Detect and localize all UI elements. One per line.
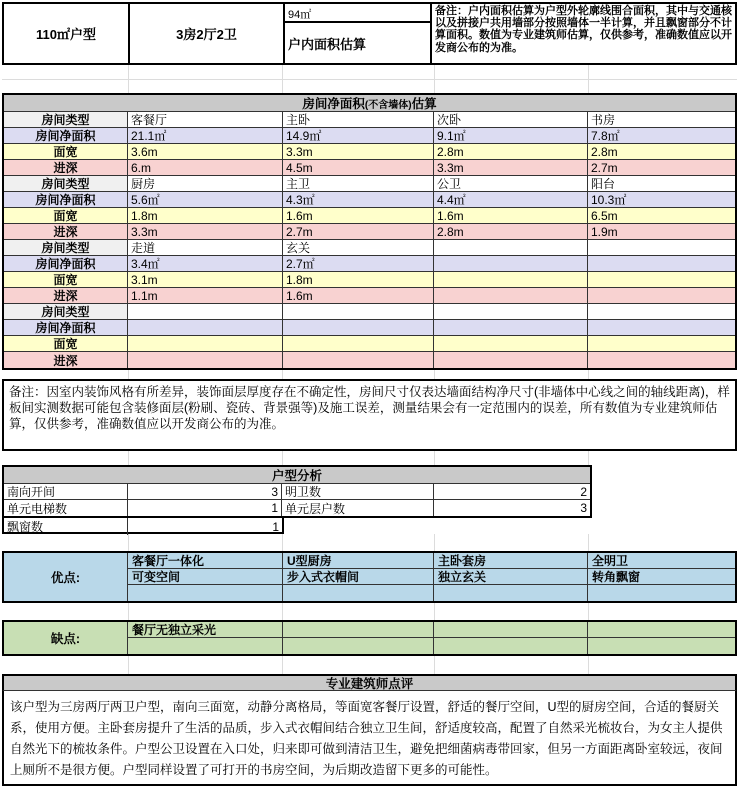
room-type-cell: 走道	[128, 240, 283, 256]
analysis-label: 单元层户数	[282, 500, 434, 516]
header-note: 备注：户内面积估算为户型外轮廓线围合面积，其中与交通核以及拼接户共用墙部分按照墙体一半计算，并且飘窗部分不计算面积。数值为专业建筑师估算，仅供参考，准确数值应以开发商公布的为准。	[435, 5, 732, 54]
pros-item	[128, 585, 283, 601]
room-area-cell: 2.7㎡	[283, 256, 434, 272]
analysis-value: 2	[434, 484, 590, 500]
table-row	[4, 484, 590, 500]
row-label: 进深	[4, 160, 128, 176]
room-area-cell	[588, 256, 735, 272]
room-width-cell: 3.1m	[128, 272, 283, 288]
pros-table	[2, 551, 737, 603]
room-width-cell: 2.8m	[434, 144, 588, 160]
room-depth-cell	[128, 352, 283, 368]
analysis-value: 3	[580, 501, 587, 515]
room-type-cell	[434, 304, 588, 320]
room-depth-cell	[434, 352, 588, 368]
room-area-cell: 3.4㎡	[128, 256, 283, 272]
analysis-value: 3	[128, 484, 282, 500]
room-width-cell	[588, 272, 735, 288]
row-label: 房间类型	[4, 304, 128, 320]
room-area-cell	[128, 320, 283, 336]
table-row	[4, 320, 735, 336]
room-width-cell	[128, 336, 283, 352]
room-width-cell: 1.8m	[128, 208, 283, 224]
grid-gap	[2, 534, 737, 551]
table-row	[4, 240, 735, 256]
row-label: 进深	[4, 224, 128, 240]
row-label: 房间净面积	[4, 128, 128, 144]
room-type-cell: 玄关	[283, 240, 434, 256]
room-depth-cell	[588, 352, 735, 368]
row-label: 面宽	[4, 208, 128, 224]
title-small: (不含墙体)	[364, 99, 412, 111]
room-depth-cell	[588, 288, 735, 304]
row-label: 房间净面积	[4, 320, 128, 336]
analysis-value: 1	[128, 500, 282, 516]
table-row	[4, 160, 735, 176]
room-type-cell: 次卧	[434, 112, 588, 128]
layout-cell: 3房2厅2卫	[130, 4, 285, 63]
indoor-area-value: 94㎡	[285, 4, 430, 23]
row-label: 进深	[4, 288, 128, 304]
room-type-cell: 公卫	[434, 176, 588, 192]
cons-item	[588, 638, 735, 654]
room-type-cell: 书房	[588, 112, 735, 128]
table-row	[4, 272, 735, 288]
grid-gap	[2, 603, 737, 620]
room-depth-cell: 2.7m	[588, 160, 735, 176]
pros-item: 独立玄关	[434, 569, 588, 585]
indoor-area-label: 户内面积估算	[288, 36, 367, 52]
room-depth-cell: 1.6m	[283, 288, 434, 304]
room-area-cell	[283, 320, 434, 336]
pros-item: 客餐厅一体化	[128, 553, 283, 569]
table-row	[4, 128, 735, 144]
room-type-cell	[434, 240, 588, 256]
table-row	[4, 208, 735, 224]
room-depth-cell	[434, 288, 588, 304]
indoor-area-cell	[285, 4, 432, 63]
room-area-cell	[434, 320, 588, 336]
pros-item: 主卧套房	[434, 553, 588, 569]
room-depth-cell: 1.1m	[128, 288, 283, 304]
room-depth-cell: 3.3m	[128, 224, 283, 240]
room-area-cell: 10.3㎡	[588, 192, 735, 208]
top-header	[2, 2, 737, 65]
row-label: 房间类型	[4, 112, 128, 128]
layout-analysis-table	[2, 465, 592, 518]
pros-item	[434, 585, 588, 601]
review-title: 专业建筑师点评	[2, 674, 737, 691]
room-area-cell	[434, 256, 588, 272]
cons-item	[283, 622, 434, 638]
table-row	[4, 500, 590, 516]
room-area-cell	[588, 320, 735, 336]
analysis-title: 户型分析	[4, 467, 590, 484]
pros-item: U型厨房	[283, 553, 434, 569]
room-area-cell: 9.1㎡	[434, 128, 588, 144]
room-width-cell: 1.6m	[434, 208, 588, 224]
cons-item	[434, 622, 588, 638]
grid-gap	[2, 65, 737, 93]
room-depth-cell	[283, 352, 434, 368]
room-width-cell	[434, 336, 588, 352]
room-width-cell: 6.5m	[588, 208, 735, 224]
room-width-cell	[434, 272, 588, 288]
row-label: 面宽	[4, 144, 128, 160]
analysis-label: 单元电梯数	[4, 500, 128, 516]
table-row	[2, 518, 284, 534]
cons-table	[2, 620, 737, 656]
table-row	[4, 144, 735, 160]
unit-size-cell: 110㎡户型	[4, 4, 130, 63]
table-row	[4, 224, 735, 240]
pros-item: 全明卫	[588, 553, 735, 569]
room-type-cell	[283, 304, 434, 320]
table-row	[4, 352, 735, 368]
room-type-cell	[588, 240, 735, 256]
room-type-cell: 主卧	[283, 112, 434, 128]
cons-label: 缺点:	[4, 622, 128, 654]
room-width-cell: 3.3m	[283, 144, 434, 160]
pros-item: 可变空间	[128, 569, 283, 585]
room-type-cell: 阳台	[588, 176, 735, 192]
pros-item	[588, 585, 735, 601]
table-row	[4, 304, 735, 320]
title-tail: 估算	[411, 97, 437, 111]
room-table-title	[4, 95, 735, 112]
row-label: 进深	[4, 352, 128, 368]
pros-item: 转角飘窗	[588, 569, 735, 585]
room-type-cell	[128, 304, 283, 320]
room-area-cell: 14.9㎡	[283, 128, 434, 144]
analysis-value: 1	[272, 519, 279, 534]
cons-item	[434, 638, 588, 654]
room-width-cell: 1.6m	[283, 208, 434, 224]
analysis-label: 飘窗数	[4, 518, 128, 535]
grid-gap	[2, 451, 737, 465]
room-width-cell	[283, 336, 434, 352]
cons-item	[128, 638, 283, 654]
room-type-cell: 厨房	[128, 176, 283, 192]
cons-item	[283, 638, 434, 654]
table-row	[4, 112, 735, 128]
grid-gap	[2, 656, 737, 674]
room-type-cell	[588, 304, 735, 320]
room-width-cell: 3.6m	[128, 144, 283, 160]
room-width-cell: 2.8m	[588, 144, 735, 160]
pros-item: 步入式衣帽间	[283, 569, 434, 585]
room-depth-cell: 2.7m	[283, 224, 434, 240]
analysis-label: 南向开间	[4, 484, 128, 500]
room-type-cell: 客餐厅	[128, 112, 283, 128]
room-area-cell: 5.6㎡	[128, 192, 283, 208]
measurement-note: 备注：因室内装饰风格有所差异，装饰面层厚度存在不确定性，房间尺寸仅表达墙面结构净尺寸(非墙体中心线之间的轴线距离)，样板间实测数据可能包含装修面层(粉刷、瓷砖、背景强等)及施工误差，测量结果会有一定范围内的误差，所有数值为专业建筑师估算，仅供参考，准确数值应以开发商公布的为准。	[2, 379, 737, 451]
table-row	[4, 336, 735, 352]
table-row	[4, 192, 735, 208]
room-area-cell: 21.1㎡	[128, 128, 283, 144]
room-depth-cell: 2.8m	[434, 224, 588, 240]
table-row	[4, 288, 735, 304]
cons-item	[588, 622, 735, 638]
title-main: 房间净面积	[302, 97, 365, 111]
table-row	[4, 176, 735, 192]
pros-item	[283, 585, 434, 601]
room-area-cell: 4.4㎡	[434, 192, 588, 208]
analysis-label: 明卫数	[282, 484, 434, 500]
row-label: 面宽	[4, 272, 128, 288]
table-row	[4, 256, 735, 272]
row-label: 房间净面积	[4, 256, 128, 272]
room-depth-cell: 1.9m	[588, 224, 735, 240]
room-width-cell: 1.8m	[283, 272, 434, 288]
room-width-cell	[588, 336, 735, 352]
room-area-table	[2, 93, 737, 370]
room-area-cell: 4.3㎡	[283, 192, 434, 208]
room-depth-cell: 3.3m	[434, 160, 588, 176]
grid-gap	[2, 370, 737, 379]
pros-label: 优点:	[4, 553, 128, 601]
row-label: 房间类型	[4, 240, 128, 256]
review-text: 该户型为三房两厅两卫户型，南向三面宽，动静分离格局，等面宽客餐厅设置，舒适的餐厅空间，U型的厨房空间，合适的餐厨关系，使用方便。主卧套房提升了生活的品质，步入式衣帽间结合独立卫生间，舒适度较高，配置了自然采光梳妆台，为女主人提供自然光下的梳妆条件。户型公卫设置在入口处，归来即可做到清洁卫生，避免把细菌病毒带回家，但另一方面距离卧室较远，夜间上厕所不是很方便。户型同样设置了可打开的书房空间，为后期改造留下更多的可能性。	[2, 691, 737, 786]
room-type-cell: 主卫	[283, 176, 434, 192]
row-label: 房间类型	[4, 176, 128, 192]
room-depth-cell: 6.m	[128, 160, 283, 176]
room-depth-cell: 4.5m	[283, 160, 434, 176]
row-label: 房间净面积	[4, 192, 128, 208]
cons-item: 餐厅无独立采光	[128, 622, 283, 638]
row-label: 面宽	[4, 336, 128, 352]
room-area-cell: 7.8㎡	[588, 128, 735, 144]
